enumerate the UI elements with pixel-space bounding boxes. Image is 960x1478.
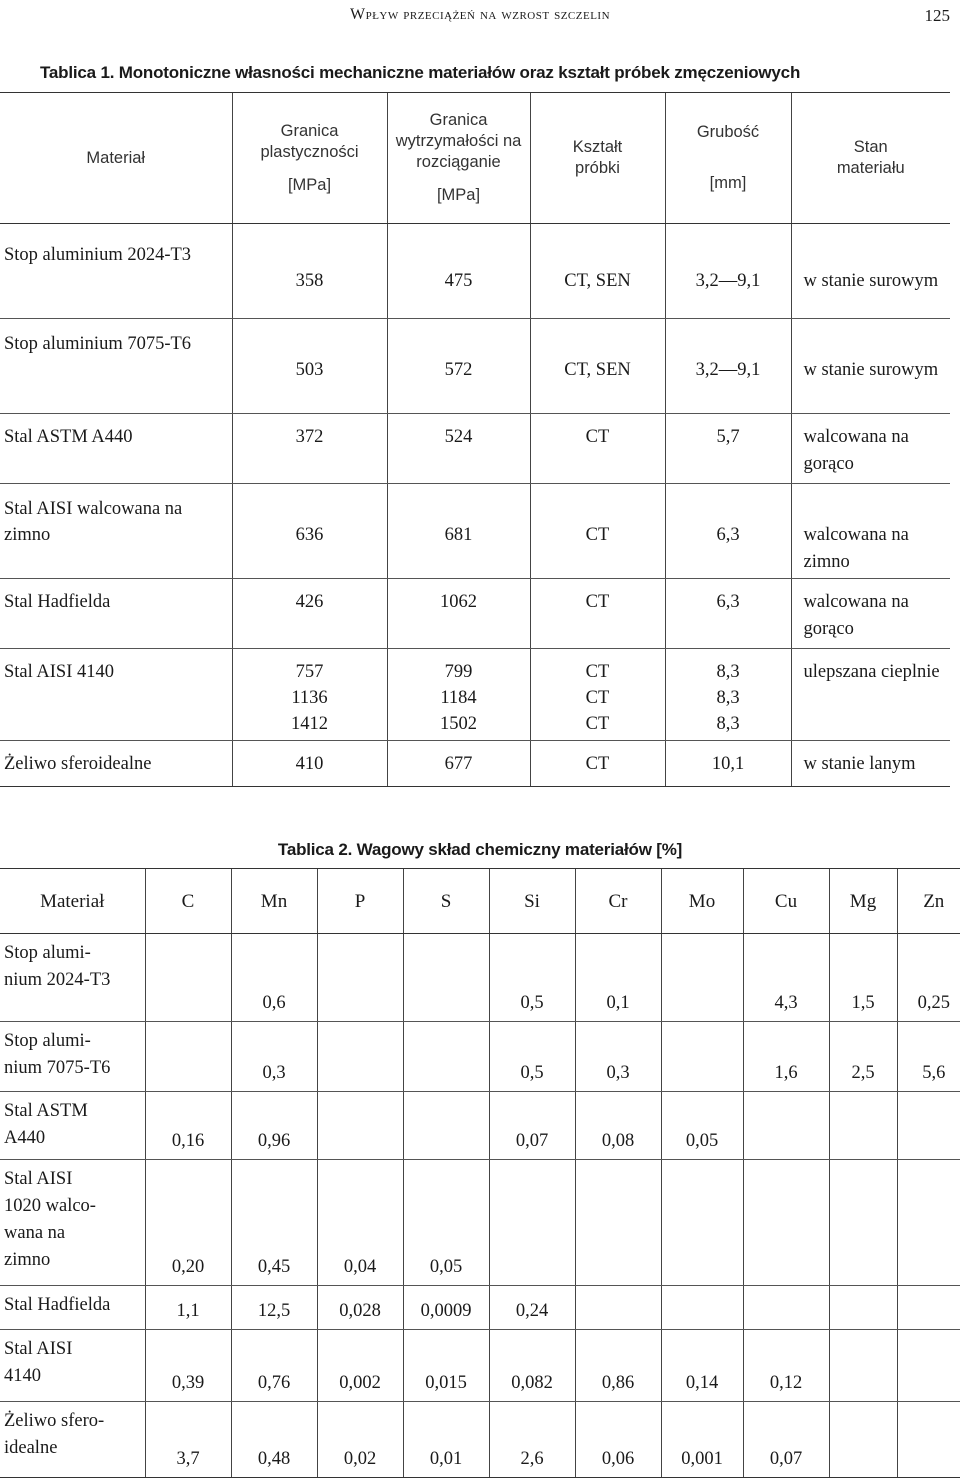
- table2-cell-mo: 0,05: [661, 1092, 743, 1160]
- table1-cell-yield: 410: [232, 741, 387, 787]
- table2-cell-mn: 0,76: [231, 1330, 317, 1402]
- header-state: Stan materiału: [791, 93, 950, 224]
- table2-cell-c: [145, 1022, 231, 1092]
- table1-cell-material: Stal AISI 4140: [0, 649, 232, 741]
- table1-cell-thickness: 6,3: [665, 484, 791, 579]
- table1-cell-shape: CT: [530, 484, 665, 579]
- table2-cell-cu: 0,12: [743, 1330, 829, 1402]
- table1-cell-tensile: 1062: [387, 579, 530, 649]
- table2-cell-p: 0,04: [317, 1160, 403, 1286]
- table2-row: [0, 1402, 960, 1478]
- table2-cell-mo: 0,14: [661, 1330, 743, 1402]
- header-thickness: Grubość [mm]: [665, 93, 791, 224]
- table2-header-mg: Mg: [829, 869, 897, 934]
- table2-cell-s: 0,015: [403, 1330, 489, 1402]
- table2-cell-zn: [897, 1160, 960, 1286]
- table2-cell-cr: 0,3: [575, 1022, 661, 1092]
- chemical-composition-table: [0, 868, 960, 1478]
- table2-cell-c: 1,1: [145, 1286, 231, 1330]
- table1-row: [0, 741, 950, 787]
- table2-cell-mn: 0,3: [231, 1022, 317, 1092]
- table2-cell-mn: 0,96: [231, 1092, 317, 1160]
- table2-cell-cu: 4,3: [743, 934, 829, 1022]
- table2-cell-s: [403, 1092, 489, 1160]
- table2-cell-mn: 0,6: [231, 934, 317, 1022]
- table1-cell-material: Stop aluminium 7075-T6: [0, 319, 232, 414]
- table2-cell-si: 0,082: [489, 1330, 575, 1402]
- table2-cell-cr: 0,86: [575, 1330, 661, 1402]
- table2-header-cu: Cu: [743, 869, 829, 934]
- table1-cell-yield: 426: [232, 579, 387, 649]
- table2-cell-c: 0,20: [145, 1160, 231, 1286]
- table2-header-row: [0, 869, 960, 934]
- table2-cell-s: [403, 1022, 489, 1092]
- table2-row: [0, 1022, 960, 1092]
- table2-cell-mo: [661, 1160, 743, 1286]
- table1-row: [0, 484, 950, 579]
- table1-cell-tensile: 572: [387, 319, 530, 414]
- table2-cell-cr: [575, 1160, 661, 1286]
- table1-cell-state: w stanie surowym: [791, 319, 950, 414]
- header-tensile-unit: [MPa]: [436, 186, 481, 204]
- table1-cell-state: walcowana na gorąco: [791, 414, 950, 484]
- table2-cell-cu: [743, 1092, 829, 1160]
- table2-cell-c: 0,16: [145, 1092, 231, 1160]
- table2-cell-zn: [897, 1330, 960, 1402]
- table1-cell-yield: 372: [232, 414, 387, 484]
- table2-header-si: Si: [489, 869, 575, 934]
- table2-cell-cr: 0,06: [575, 1402, 661, 1478]
- table1-row: [0, 414, 950, 484]
- running-title: Wpływ przeciążeń na wzrost szczelin: [349, 6, 611, 23]
- table2-cell-cu: [743, 1160, 829, 1286]
- table2-cell-c: 3,7: [145, 1402, 231, 1478]
- table1-cell-thickness: 5,7: [665, 414, 791, 484]
- table2-cell-p: 0,002: [317, 1330, 403, 1402]
- table2-cell-s: [403, 934, 489, 1022]
- header-yield: Granica plastyczności [MPa]: [232, 93, 387, 224]
- table2-cell-si: 0,07: [489, 1092, 575, 1160]
- table1-cell-thickness: 3,2—9,1: [665, 224, 791, 319]
- table1-row: [0, 579, 950, 649]
- header-tensile: Granica wytrzymałości na rozciąganie [MPa]: [387, 93, 530, 224]
- table2-row: [0, 1092, 960, 1160]
- table1-cell-thickness: 6,3: [665, 579, 791, 649]
- table1-cell-material: Stal AISI walcowana na zimno: [0, 484, 232, 579]
- table2-cell-mg: [829, 1092, 897, 1160]
- table2-row: [0, 1160, 960, 1286]
- table2-cell-zn: [897, 1286, 960, 1330]
- table2-cell-c: 0,39: [145, 1330, 231, 1402]
- table2-cell-mg: [829, 1286, 897, 1330]
- table1-row: [0, 319, 950, 414]
- table1-cell-shape: CT CT CT: [530, 649, 665, 741]
- table2-cell-mo: [661, 1286, 743, 1330]
- table1-header-row: [0, 93, 950, 224]
- table2-row: [0, 1286, 960, 1330]
- table1-cell-thickness: 10,1: [665, 741, 791, 787]
- table1-cell-material: Żeliwo sferoidealne: [0, 741, 232, 787]
- running-header: [0, 6, 960, 30]
- table2-cell-material: Stal Hadfielda: [0, 1286, 145, 1330]
- table1-cell-tensile: 475: [387, 224, 530, 319]
- table2-cell-s: 0,01: [403, 1402, 489, 1478]
- table2-caption: Tablica 2. Wagowy skład chemiczny materiałów [%]: [277, 840, 683, 859]
- table1-cell-yield: 757 1136 1412: [232, 649, 387, 741]
- table2-header-mo: Mo: [661, 869, 743, 934]
- table2-cell-c: [145, 934, 231, 1022]
- table2-header-s: S: [403, 869, 489, 934]
- table2-cell-p: [317, 934, 403, 1022]
- table2-cell-p: 0,02: [317, 1402, 403, 1478]
- table2-cell-zn: [897, 1402, 960, 1478]
- table2-cell-s: 0,05: [403, 1160, 489, 1286]
- header-thickness-unit: [mm]: [709, 174, 747, 192]
- table2-header-c: C: [145, 869, 231, 934]
- table2-cell-cr: 0,08: [575, 1092, 661, 1160]
- table2-cell-mn: 12,5: [231, 1286, 317, 1330]
- table2-cell-si: [489, 1160, 575, 1286]
- table1-caption: Tablica 1. Monotoniczne własności mechaniczne materiałów oraz kształt próbek zmęczeniowych: [40, 63, 801, 82]
- table2-cell-mo: [661, 1022, 743, 1092]
- table2-cell-s: 0,0009: [403, 1286, 489, 1330]
- table2-cell-cu: [743, 1286, 829, 1330]
- table1-cell-thickness: 3,2—9,1: [665, 319, 791, 414]
- table2-cell-mg: 2,5: [829, 1022, 897, 1092]
- table2-cell-mn: 0,48: [231, 1402, 317, 1478]
- header-yield-unit: [MPa]: [287, 175, 332, 194]
- table1-cell-yield: 636: [232, 484, 387, 579]
- table2-cell-material: Stal AISI 1020 walco- wana na zimno: [0, 1160, 145, 1286]
- table1-cell-state: w stanie surowym: [791, 224, 950, 319]
- table2-cell-material: Stop alumi- nium 2024-T3: [0, 934, 145, 1022]
- header-material: Materiał: [0, 93, 232, 224]
- table1-cell-state: ulepszana cieplnie: [791, 649, 950, 741]
- table1-row: [0, 224, 950, 319]
- table1-cell-thickness: 8,3 8,3 8,3: [665, 649, 791, 741]
- table2-row: [0, 934, 960, 1022]
- table1-cell-material: Stop aluminium 2024-T3: [0, 224, 232, 319]
- table2-cell-cr: [575, 1286, 661, 1330]
- table2-cell-si: 0,5: [489, 934, 575, 1022]
- table1-cell-shape: CT: [530, 414, 665, 484]
- table2-cell-zn: 5,6: [897, 1022, 960, 1092]
- table2-cell-mg: 1,5: [829, 934, 897, 1022]
- table1-cell-shape: CT, SEN: [530, 319, 665, 414]
- table2-cell-material: Stal ASTM A440: [0, 1092, 145, 1160]
- table1-cell-state: walcowana na zimno: [791, 484, 950, 579]
- header-shape: Kształt próbki: [530, 93, 665, 224]
- table1-cell-shape: CT: [530, 579, 665, 649]
- table2-cell-material: Stop alumi- nium 7075-T6: [0, 1022, 145, 1092]
- table2-cell-si: 2,6: [489, 1402, 575, 1478]
- table1-row: [0, 649, 950, 741]
- table2-cell-cr: 0,1: [575, 934, 661, 1022]
- table1-cell-tensile: 681: [387, 484, 530, 579]
- table2-cell-cu: 0,07: [743, 1402, 829, 1478]
- table1-cell-material: Stal Hadfielda: [0, 579, 232, 649]
- table2-cell-p: 0,028: [317, 1286, 403, 1330]
- table2-cell-mo: 0,001: [661, 1402, 743, 1478]
- table2-cell-material: Stal AISI 4140: [0, 1330, 145, 1402]
- table2-cell-zn: 0,25: [897, 934, 960, 1022]
- table1-cell-tensile: 524: [387, 414, 530, 484]
- table2-row: [0, 1330, 960, 1402]
- table1-cell-state: walcowana na gorąco: [791, 579, 950, 649]
- table2-cell-zn: [897, 1092, 960, 1160]
- table1-cell-tensile: 799 1184 1502: [387, 649, 530, 741]
- table2-cell-si: 0,5: [489, 1022, 575, 1092]
- table2-cell-mo: [661, 934, 743, 1022]
- table2-cell-p: [317, 1022, 403, 1092]
- table2-header-mn: Mn: [231, 869, 317, 934]
- table2-header-zn: Zn: [897, 869, 960, 934]
- table2-header-cr: Cr: [575, 869, 661, 934]
- table2-cell-si: 0,24: [489, 1286, 575, 1330]
- table2-header-material: Materiał: [0, 869, 145, 934]
- table1-cell-yield: 358: [232, 224, 387, 319]
- table2-cell-mn: 0,45: [231, 1160, 317, 1286]
- table1-cell-yield: 503: [232, 319, 387, 414]
- table2-cell-material: Żeliwo sfero- idealne: [0, 1402, 145, 1478]
- table1-cell-state: w stanie lanym: [791, 741, 950, 787]
- table1-cell-shape: CT: [530, 741, 665, 787]
- mechanical-properties-table: [0, 92, 950, 787]
- table2-cell-mg: [829, 1330, 897, 1402]
- table2-cell-mg: [829, 1402, 897, 1478]
- table2-cell-cu: 1,6: [743, 1022, 829, 1092]
- table2-cell-p: [317, 1092, 403, 1160]
- table1-cell-shape: CT, SEN: [530, 224, 665, 319]
- table1-cell-material: Stal ASTM A440: [0, 414, 232, 484]
- table2-header-p: P: [317, 869, 403, 934]
- table1-cell-tensile: 677: [387, 741, 530, 787]
- table2-cell-mg: [829, 1160, 897, 1286]
- page-number: 125: [924, 6, 950, 25]
